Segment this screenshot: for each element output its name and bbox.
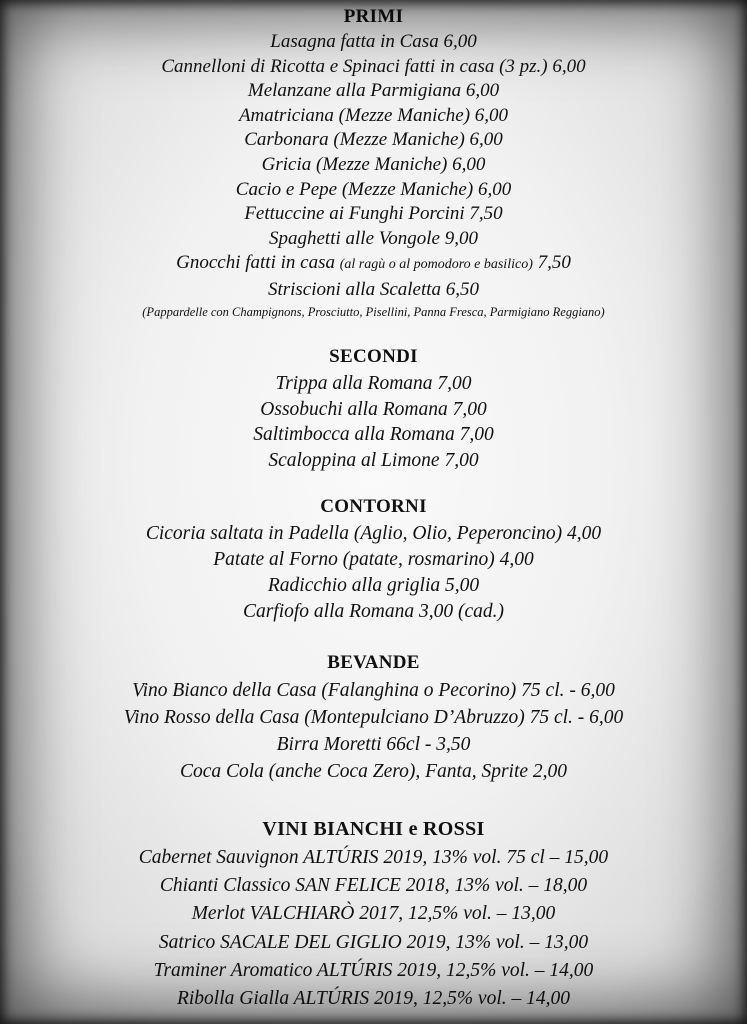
- section-bevande: [0, 652, 747, 785]
- menu-item: Coca Cola (anche Coca Zero), Fanta, Sprite 2,00: [179, 761, 568, 782]
- menu-item: Patate al Forno (patate, rosmarino) 4,00: [213, 549, 534, 570]
- menu-item: Spaghetti alle Vongole 9,00: [269, 227, 478, 249]
- menu-item: Amatriciana (Mezze Maniche) 6,00: [238, 104, 509, 126]
- menu-item-description: (Pappardelle con Champignons, Prosciutto, Pisellini, Panna Fresca, Parmigiano Reggiano): [142, 304, 605, 319]
- section-primi: [0, 6, 747, 321]
- menu-item: Cicoria saltata in Padella (Aglio, Olio, Peperoncino) 4,00: [145, 523, 602, 544]
- section-heading-secondi: SECONDI: [329, 346, 418, 367]
- menu-item: Chianti Classico SAN FELICE 2018, 13% vol. – 18,00: [159, 875, 588, 897]
- menu-item-name: Gnocchi fatti in casa: [176, 252, 340, 274]
- menu-item: Cabernet Sauvignon ALTÚRIS 2019, 13% vol. 75 cl – 15,00: [138, 847, 609, 868]
- section-heading-bevande: BEVANDE: [327, 652, 420, 673]
- menu-item: Ribolla Gialla ALTÚRIS 2019, 12,5% vol. – 14,00: [176, 988, 571, 1010]
- menu-item: Merlot VALCHIARÒ 2017, 12,5% vol. – 13,00: [191, 903, 556, 925]
- section-heading-primi: PRIMI: [343, 6, 404, 27]
- menu-item: Lasagna fatta in Casa 6,00: [270, 31, 477, 52]
- menu-item: Ossobuchi alla Romana 7,00: [260, 398, 487, 420]
- menu-item: Trippa alla Romana 7,00: [275, 373, 472, 394]
- menu-item: Cacio e Pepe (Mezze Maniche) 6,00: [235, 178, 512, 200]
- menu-item: Carbonara (Mezze Maniche) 6,00: [244, 129, 503, 151]
- section-vini: [0, 818, 747, 1013]
- menu-item: Carfiofo alla Romana 3,00 (cad.): [242, 601, 505, 622]
- section-heading-contorni: CONTORNI: [320, 496, 427, 517]
- menu-item-gnocchi: [0, 251, 747, 278]
- menu-item: Gricia (Mezze Maniche) 6,00: [261, 153, 486, 175]
- menu-item: Satrico SACALE DEL GIGLIO 2019, 13% vol. – 13,00: [158, 931, 589, 953]
- menu-item-note: (al ragù o al pomodoro e basilico): [339, 257, 533, 273]
- menu-item-price: 7,50: [532, 252, 571, 274]
- menu-item: Vino Bianco della Casa (Falanghina o Pecorino) 75 cl. - 6,00: [132, 680, 615, 701]
- menu-item: Birra Moretti 66cl - 3,50: [276, 734, 471, 755]
- menu-item: Saltimbocca alla Romana 7,00: [253, 424, 494, 446]
- section-contorni: [0, 496, 747, 625]
- section-heading-vini: VINI BIANCHI e ROSSI: [262, 818, 485, 840]
- menu-item: Radicchio alla griglia 5,00: [267, 575, 480, 596]
- menu-item: Vino Rosso della Casa (Montepulciano D’Abruzzo) 75 cl. - 6,00: [123, 707, 624, 728]
- menu-item: Traminer Aromatico ALTÚRIS 2019, 12,5% vol. – 14,00: [153, 959, 594, 981]
- menu-item: Fettuccine ai Funghi Porcini 7,50: [244, 203, 503, 225]
- menu-item: Cannelloni di Ricotta e Spinaci fatti in casa (3 pz.) 6,00: [161, 55, 586, 77]
- section-secondi: [0, 346, 747, 474]
- menu-item: Melanzane alla Parmigiana 6,00: [247, 80, 500, 102]
- menu-item: Striscioni alla Scaletta 6,50: [267, 278, 480, 300]
- menu-item: Scaloppina al Limone 7,00: [268, 450, 479, 472]
